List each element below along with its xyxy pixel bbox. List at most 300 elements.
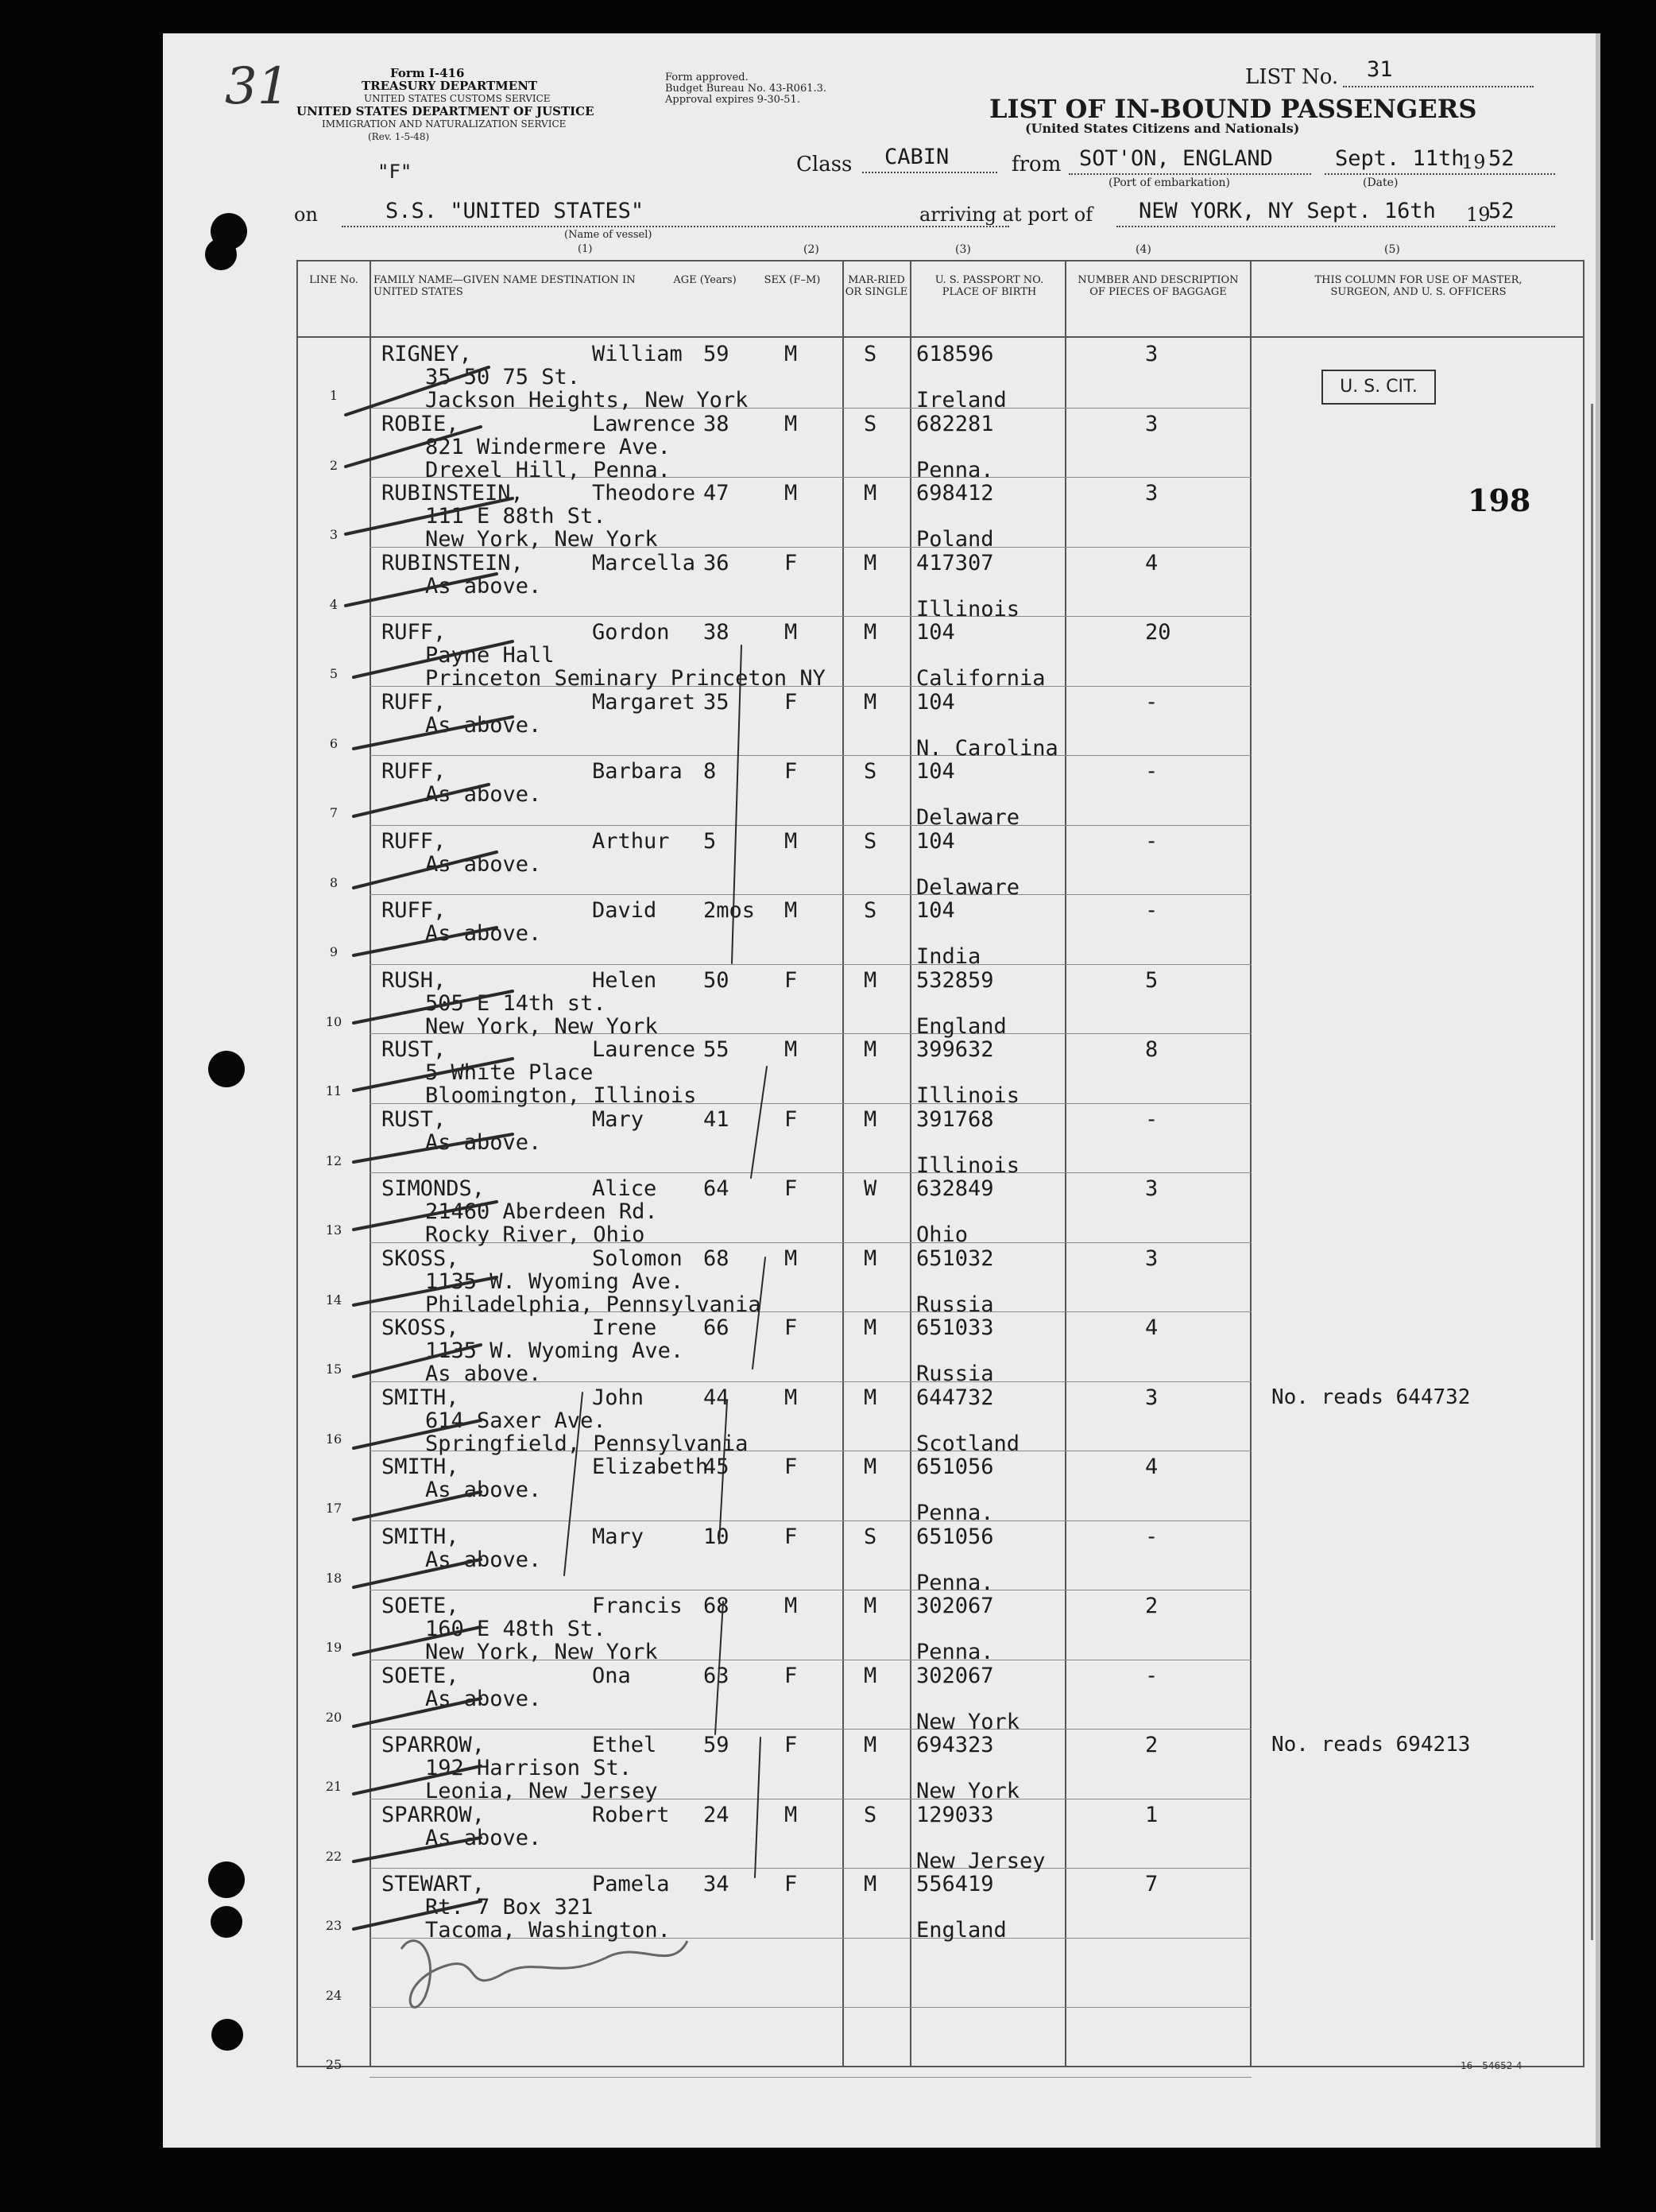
punch-hole-2	[205, 238, 237, 270]
place-of-birth: California	[916, 666, 1046, 691]
baggage-count: -	[1145, 1106, 1159, 1132]
address-line-1: 505 E 14th st.	[425, 990, 606, 1016]
passport-number: 651056	[916, 1524, 994, 1549]
immigration-service: IMMIGRATION AND NATURALIZATION SERVICE	[322, 118, 567, 130]
marital-status: M	[864, 1872, 877, 1896]
col-number-3: (3)	[955, 243, 971, 256]
sex: M	[784, 1594, 798, 1618]
given-name: Lawrence	[592, 411, 696, 436]
line-number: 20	[325, 1709, 342, 1725]
officer-note: No. reads 694213	[1271, 1733, 1471, 1757]
sex: F	[784, 1663, 798, 1688]
vessel-name: S.S. "UNITED STATES"	[385, 199, 644, 223]
line-number: 11	[325, 1083, 342, 1098]
address-line-1: 1135 W. Wyoming Ave.	[425, 1269, 684, 1294]
stamped-page-count: 198	[1468, 482, 1531, 518]
address-line-1: 5 White Place	[425, 1060, 594, 1085]
arrival-year: 52	[1488, 199, 1515, 223]
line-number: 18	[325, 1570, 342, 1586]
marital-status: M	[864, 1106, 877, 1132]
sex: F	[784, 1872, 798, 1896]
sex: F	[784, 1176, 798, 1201]
baggage-count: 2	[1145, 1594, 1159, 1618]
age: 68	[703, 1245, 729, 1271]
sex: F	[784, 1315, 798, 1340]
officer-note: No. reads 644732	[1271, 1385, 1471, 1409]
address-line-1: As above.	[425, 573, 542, 599]
address-line-2: New York, New York	[425, 527, 658, 552]
marital-status: M	[864, 1455, 877, 1479]
approval-line-2: Budget Bureau No. 43-R061.3.	[665, 83, 827, 95]
sex: M	[784, 1037, 798, 1062]
address-line-1: 821 Windermere Ave.	[425, 434, 671, 459]
age: 63	[703, 1663, 729, 1688]
marital-status: M	[864, 1594, 877, 1618]
place-of-birth: Illinois	[916, 596, 1020, 622]
manifest-page	[163, 33, 1597, 2148]
table-row	[370, 964, 1252, 965]
justice-department: UNITED STATES DEPARTMENT OF JUSTICE	[296, 104, 594, 118]
passport-number: 302067	[916, 1594, 994, 1618]
marital-status: M	[864, 1245, 877, 1271]
marital-status: M	[864, 967, 877, 993]
marital-status: S	[864, 759, 877, 784]
table-row	[370, 2077, 1252, 2078]
passport-number: 651032	[916, 1245, 994, 1271]
sex: M	[784, 481, 798, 506]
approval-line-1: Form approved.	[665, 72, 749, 83]
us-citizen-stamp: U. S. CIT.	[1321, 370, 1436, 405]
address-line-2: Princeton Seminary Princeton NY	[425, 666, 826, 691]
line-number: 2	[329, 457, 339, 473]
age: 59	[703, 1733, 729, 1757]
page-edge	[1596, 33, 1600, 2148]
age: 41	[703, 1106, 729, 1132]
punch-hole-5	[211, 1906, 242, 1938]
address-line-2: Jackson Heights, New York	[425, 388, 749, 413]
family-name: SIMONDS,	[381, 1176, 486, 1201]
line-number: 6	[329, 735, 339, 751]
passport-number: 698412	[916, 481, 994, 506]
baggage-count: 7	[1145, 1872, 1159, 1896]
address-line-2: Tacoma, Washington.	[425, 1918, 671, 1943]
given-name: Laurence	[592, 1037, 696, 1062]
embarkation-year: 52	[1488, 146, 1515, 171]
line-number: 13	[325, 1222, 342, 1238]
marital-status: S	[864, 828, 877, 854]
marital-status: S	[864, 1802, 877, 1827]
family-name: SMITH,	[381, 1385, 459, 1410]
age: 35	[703, 689, 729, 715]
passport-number: 532859	[916, 967, 994, 993]
place-of-birth: N. Carolina	[916, 735, 1058, 761]
table-row	[370, 2007, 1252, 2008]
class-value: CABIN	[884, 145, 950, 169]
baggage-count: 4	[1145, 1455, 1159, 1479]
family-name: RUST,	[381, 1037, 447, 1062]
address-line-1: As above.	[425, 1547, 542, 1572]
passport-number: 417307	[916, 550, 994, 575]
passport-number: 399632	[916, 1037, 994, 1062]
baggage-count: -	[1145, 898, 1159, 923]
age: 5	[703, 828, 717, 854]
age: 45	[703, 1455, 729, 1479]
passport-number: 651033	[916, 1315, 994, 1340]
family-name: RIGNEY,	[381, 342, 472, 366]
place-of-birth: Ireland	[916, 388, 1007, 413]
list-number-label: LIST No.	[1245, 65, 1339, 89]
address-line-1: As above.	[425, 1825, 542, 1850]
marital-status: M	[864, 689, 877, 715]
place-of-birth: New Jersey	[916, 1848, 1046, 1873]
family-name: RUSH,	[381, 967, 447, 993]
passport-number: 644732	[916, 1385, 994, 1410]
family-name: SMITH,	[381, 1455, 459, 1479]
address-line-2: Springfield, Pennsylvania	[425, 1431, 749, 1456]
given-name: Mary	[592, 1524, 644, 1549]
given-name: Barbara	[592, 759, 683, 784]
baggage-count: 2	[1145, 1733, 1159, 1757]
address-line-1: Rt. 7 Box 321	[425, 1895, 594, 1920]
sex: F	[784, 759, 798, 784]
place-of-birth: Penna.	[916, 1501, 994, 1525]
place-of-birth: Penna.	[916, 457, 994, 482]
place-of-birth: Penna.	[916, 1570, 994, 1595]
family-name: ROBIE,	[381, 411, 459, 436]
sex: M	[784, 828, 798, 854]
column-header-officers: THIS COLUMN FOR USE OF MASTER, SURGEON, AND U. S. OFFICERS	[1314, 274, 1523, 298]
sex: F	[784, 689, 798, 715]
line-number: 15	[325, 1362, 342, 1377]
family-name: SKOSS,	[381, 1245, 459, 1271]
line-number: 14	[325, 1292, 342, 1307]
address-line-2: Philadelphia, Pennsylvania	[425, 1292, 761, 1317]
family-name: STEWART,	[381, 1872, 486, 1896]
baggage-count: -	[1145, 1663, 1159, 1688]
baggage-count: 3	[1145, 1385, 1159, 1410]
passport-number: 104	[916, 689, 955, 715]
footer-form-code: 16—54652-4	[1461, 2060, 1523, 2071]
address-line-1: As above.	[425, 1129, 542, 1155]
treasury-department: TREASURY DEPARTMENT	[362, 79, 538, 93]
line-number: 5	[329, 666, 339, 681]
address-line-2: Rocky River, Ohio	[425, 1222, 645, 1247]
given-name: Gordon	[592, 620, 670, 645]
column-header-sex: SEX (F–M)	[764, 274, 821, 286]
sex: M	[784, 620, 798, 645]
passport-number: 129033	[916, 1802, 994, 1827]
baggage-count: 4	[1145, 1315, 1159, 1340]
marital-status: M	[864, 481, 877, 506]
family-name: RUFF,	[381, 759, 447, 784]
marital-status: S	[864, 1524, 877, 1549]
age: 8	[703, 759, 717, 784]
passport-number: 618596	[916, 342, 994, 366]
baggage-count: 20	[1145, 620, 1171, 645]
baggage-count: 5	[1145, 967, 1159, 993]
given-name: Helen	[592, 967, 657, 993]
age: 50	[703, 967, 729, 993]
sex: M	[784, 342, 798, 366]
address-line-1: As above.	[425, 851, 542, 877]
marital-status: M	[864, 1385, 877, 1410]
place-of-birth: Delaware	[916, 874, 1020, 900]
place-of-birth: Russia	[916, 1292, 994, 1317]
baggage-count: 8	[1145, 1037, 1159, 1062]
passenger-table	[296, 260, 1584, 2072]
family-name: SKOSS,	[381, 1315, 459, 1340]
place-of-birth: Russia	[916, 1362, 994, 1386]
class-label: Class	[796, 153, 853, 176]
sex: M	[784, 1385, 798, 1410]
column-header-line: LINE No.	[309, 274, 358, 286]
line-number: 17	[325, 1501, 342, 1516]
address-line-2: Leonia, New Jersey	[425, 1779, 658, 1803]
table-row	[370, 1172, 1252, 1173]
given-name: David	[592, 898, 657, 923]
passport-number: 104	[916, 620, 955, 645]
address-line-1: 614 Saxer Ave.	[425, 1408, 606, 1433]
baggage-count: 3	[1145, 1245, 1159, 1271]
marital-status: S	[864, 411, 877, 436]
given-name: Elizabeth	[592, 1455, 709, 1479]
family-name: SMITH,	[381, 1524, 459, 1549]
embarkation-port: SOT'ON, ENGLAND	[1079, 146, 1273, 171]
line-number: 3	[329, 527, 339, 542]
baggage-count: 4	[1145, 550, 1159, 575]
passport-number: 682281	[916, 411, 994, 436]
baggage-count: -	[1145, 759, 1159, 784]
line-number: 23	[325, 1918, 342, 1933]
punch-hole-6	[211, 2019, 243, 2051]
baggage-count: 3	[1145, 411, 1159, 436]
given-name: John	[592, 1385, 644, 1410]
line-number: 8	[329, 874, 339, 890]
given-name: Arthur	[592, 828, 670, 854]
sex: M	[784, 1245, 798, 1271]
sex: F	[784, 1524, 798, 1549]
handwritten-list-number: 31	[225, 57, 290, 116]
on-label: on	[294, 203, 318, 226]
passport-number: 104	[916, 828, 955, 854]
place-of-birth: Illinois	[916, 1083, 1020, 1108]
sex: F	[784, 1106, 798, 1132]
sex: F	[784, 550, 798, 575]
embarkation-date: Sept. 11th	[1335, 146, 1464, 171]
baggage-count: 3	[1145, 1176, 1159, 1201]
address-line-2: Bloomington, Illinois	[425, 1083, 697, 1108]
line-number: 16	[325, 1431, 342, 1447]
family-name: RUBINSTEIN,	[381, 550, 524, 575]
passport-number: 651056	[916, 1455, 994, 1479]
passport-number: 632849	[916, 1176, 994, 1201]
list-number-value: 31	[1367, 57, 1393, 82]
given-name: Francis	[592, 1594, 683, 1618]
age: 34	[703, 1872, 729, 1896]
port-caption: (Port of embarkation)	[1109, 176, 1230, 189]
passport-number: 104	[916, 898, 955, 923]
family-name: RUFF,	[381, 689, 447, 715]
age: 2mos	[703, 898, 756, 923]
address-line-1: 35-50 75 St.	[425, 365, 581, 389]
address-line-1: 111 E 88th St.	[425, 504, 606, 529]
line-number: 12	[325, 1152, 342, 1168]
family-name: SOETE,	[381, 1663, 459, 1688]
line-number: 9	[329, 944, 339, 959]
marital-status: M	[864, 1663, 877, 1688]
family-name: SOETE,	[381, 1594, 459, 1618]
vessel-caption: (Name of vessel)	[564, 229, 652, 241]
date-caption: (Date)	[1363, 176, 1399, 189]
place-of-birth: Poland	[916, 527, 994, 552]
given-name: Irene	[592, 1315, 657, 1340]
address-line-1: As above.	[425, 921, 542, 946]
family-name: RUFF,	[381, 620, 447, 645]
sex: M	[784, 411, 798, 436]
category-letter: "F"	[377, 161, 412, 183]
baggage-count: 1	[1145, 1802, 1159, 1827]
passport-number: 302067	[916, 1663, 994, 1688]
sex: M	[784, 898, 798, 923]
address-line-2: New York, New York	[425, 1640, 658, 1664]
passport-number: 391768	[916, 1106, 994, 1132]
column-header-age: AGE (Years)	[673, 274, 737, 286]
baggage-count: 3	[1145, 481, 1159, 506]
given-name: Ethel	[592, 1733, 657, 1757]
age: 38	[703, 411, 729, 436]
age: 38	[703, 620, 729, 645]
age: 66	[703, 1315, 729, 1340]
customs-service: UNITED STATES CUSTOMS SERVICE	[364, 93, 551, 104]
baggage-count: -	[1145, 1524, 1159, 1549]
line-number: 19	[325, 1640, 342, 1655]
marital-status: M	[864, 1733, 877, 1757]
marital-status: M	[864, 620, 877, 645]
age: 44	[703, 1385, 729, 1410]
age: 59	[703, 342, 729, 366]
age: 68	[703, 1594, 729, 1618]
passport-number: 694323	[916, 1733, 994, 1757]
sex: F	[784, 967, 798, 993]
given-name: Solomon	[592, 1245, 683, 1271]
approval-line-3: Approval expires 9-30-51.	[665, 94, 800, 106]
age: 36	[703, 550, 729, 575]
given-name: Robert	[592, 1802, 670, 1827]
given-name: Ona	[592, 1663, 631, 1688]
address-line-1: 160 E 48th St.	[425, 1617, 606, 1641]
given-name: Pamela	[592, 1872, 670, 1896]
given-name: Margaret	[592, 689, 696, 715]
column-header-passport: U. S. PASSPORT NO. PLACE OF BIRTH	[934, 274, 1044, 298]
place-of-birth: New York	[916, 1709, 1020, 1734]
column-header-name: FAMILY NAME—GIVEN NAME DESTINATION IN UNITED STATES	[373, 274, 636, 298]
family-name: SPARROW,	[381, 1802, 486, 1827]
address-line-1: As above.	[425, 782, 542, 807]
sex: F	[784, 1455, 798, 1479]
given-name: Marcella	[592, 550, 696, 575]
col-number-2: (2)	[803, 243, 819, 256]
address-line-1: As above.	[425, 712, 542, 738]
table-row	[370, 616, 1252, 617]
address-line-2: New York, New York	[425, 1013, 658, 1039]
passport-number: 104	[916, 759, 955, 784]
place-of-birth: Ohio	[916, 1222, 969, 1247]
family-name: SPARROW,	[381, 1733, 486, 1757]
column-header-baggage: NUMBER AND DESCRIPTION OF PIECES OF BAGGAGE	[1078, 274, 1239, 298]
address-line-2: As above.	[425, 1362, 542, 1386]
line-number: 21	[325, 1779, 342, 1794]
marital-status: S	[864, 898, 877, 923]
baggage-count: -	[1145, 828, 1159, 854]
place-of-birth: New York	[916, 1779, 1020, 1803]
place-of-birth: England	[916, 1013, 1007, 1039]
marital-status: M	[864, 550, 877, 575]
table-row	[370, 1868, 1252, 1869]
given-name: Alice	[592, 1176, 657, 1201]
document-subtitle: (United States Citizens and Nationals)	[1025, 121, 1300, 136]
address-line-1: 1135 W. Wyoming Ave.	[425, 1338, 684, 1363]
age: 47	[703, 481, 729, 506]
marital-status: S	[864, 342, 877, 366]
place-of-birth: Delaware	[916, 805, 1020, 830]
address-line-2: Drexel Hill, Penna.	[425, 457, 671, 482]
family-name: RUBINSTEIN,	[381, 481, 524, 506]
address-line-1: 192 Harrison St.	[425, 1756, 633, 1780]
col-number-5: (5)	[1384, 243, 1400, 256]
arriving-label: arriving at port of	[919, 203, 1093, 226]
family-name: RUFF,	[381, 828, 447, 854]
place-of-birth: Penna.	[916, 1640, 994, 1664]
marital-status: M	[864, 1315, 877, 1340]
line-number: 24	[325, 1987, 342, 2003]
embarkation-year-prefix: 19	[1461, 151, 1486, 173]
column-header-married: MAR-RIED OR SINGLE	[845, 274, 908, 298]
arrival-port: NEW YORK, NY Sept. 16th	[1139, 199, 1436, 223]
marital-status: W	[864, 1176, 877, 1201]
punch-hole-4	[208, 1861, 245, 1898]
col-number-4: (4)	[1136, 243, 1151, 256]
address-line-1: As above.	[425, 1686, 542, 1711]
form-number: Form I-416	[390, 66, 465, 80]
from-label: from	[1012, 153, 1062, 176]
given-name: Theodore	[592, 481, 696, 506]
marital-status: M	[864, 1037, 877, 1062]
line-number: 7	[329, 805, 339, 820]
family-name: RUFF,	[381, 898, 447, 923]
place-of-birth: Scotland	[916, 1431, 1020, 1456]
revision: (Rev. 1-5-48)	[368, 131, 430, 142]
sex: F	[784, 1733, 798, 1757]
line-number: 10	[325, 1013, 342, 1029]
table-row	[370, 1729, 1252, 1730]
line-number: 4	[329, 596, 339, 612]
given-name: William	[592, 342, 683, 366]
table-row	[370, 755, 1252, 756]
family-name: RUST,	[381, 1106, 447, 1132]
place-of-birth: India	[916, 944, 981, 969]
line-number: 1	[329, 388, 339, 403]
place-of-birth: Illinois	[916, 1152, 1020, 1178]
table-row	[370, 825, 1252, 826]
table-row	[370, 894, 1252, 895]
address-line-1: As above.	[425, 1478, 542, 1502]
place-of-birth: England	[916, 1918, 1007, 1943]
address-line-1: Payne Hall	[425, 643, 555, 668]
punch-hole-3	[208, 1051, 245, 1087]
line-number: 22	[325, 1848, 342, 1864]
baggage-count: 3	[1145, 342, 1159, 366]
age: 24	[703, 1802, 729, 1827]
